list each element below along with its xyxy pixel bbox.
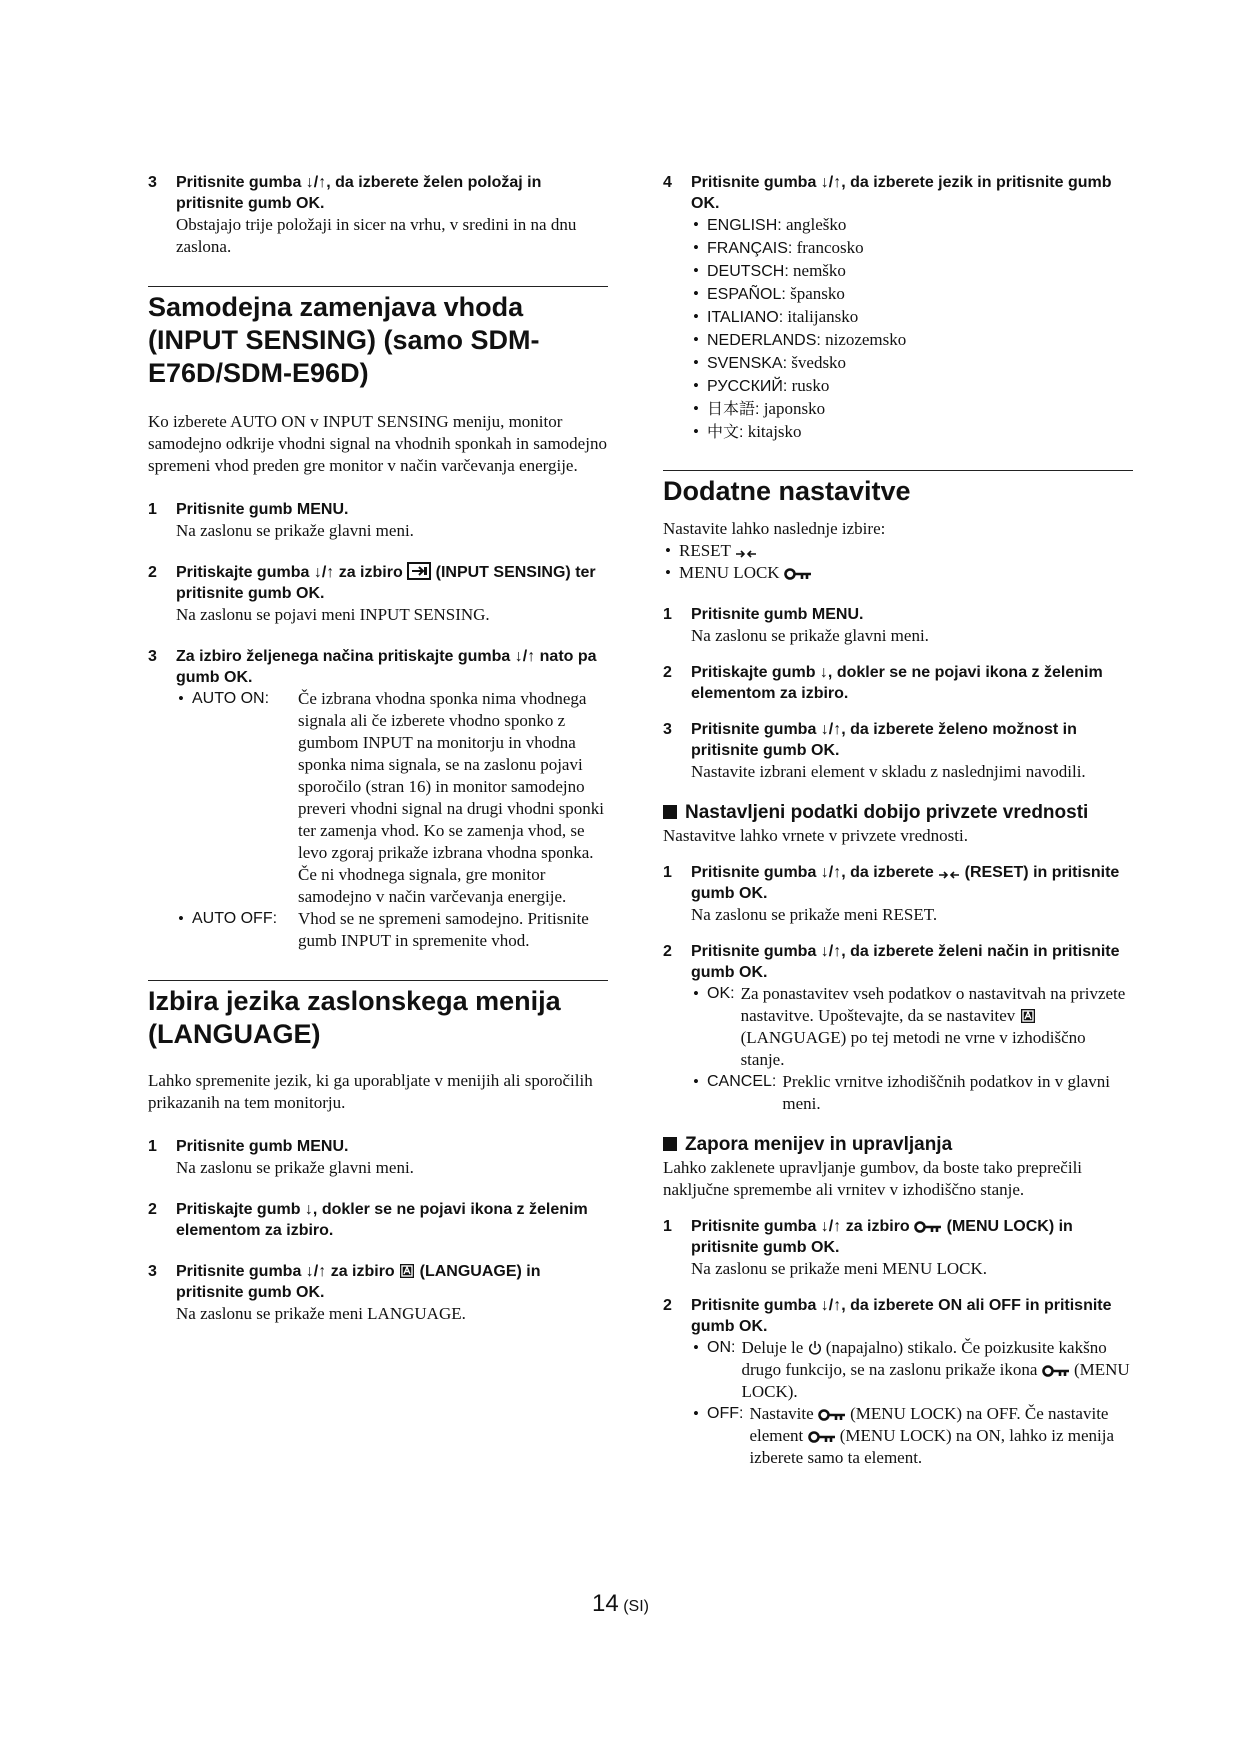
step-description: Na zaslonu se prikaže glavni meni. — [176, 521, 414, 540]
page-language-code: (SI) — [623, 1598, 649, 1615]
additional-step-2 — [663, 662, 1133, 704]
option-label: • OK: — [707, 985, 735, 1002]
language-item — [691, 398, 1133, 421]
list-item — [663, 540, 1133, 562]
step-number: 3 — [148, 648, 157, 665]
bullet-square-icon — [663, 1137, 677, 1151]
step-number: 1 — [663, 606, 672, 623]
step-number: 2 — [148, 1201, 157, 1218]
page-number-value: 14 — [592, 1590, 619, 1617]
language-item — [691, 306, 1133, 329]
option-text-part: (LANGUAGE) po tej metodi ne vrne v izhodiščno stanje. — [740, 1028, 1086, 1069]
key-icon — [914, 1220, 942, 1234]
reset-options-list — [691, 983, 1133, 1115]
language-item — [691, 375, 1133, 398]
step-instruction: Pritisnite gumb MENU. — [691, 606, 864, 623]
step-description: Nastavite izbrani element v skladu z naslednjimi navodili. — [691, 762, 1086, 781]
subsection-title-lock — [663, 1133, 1133, 1157]
bullet-square-icon — [663, 805, 677, 819]
step-instruction: Pritisnite gumba ↓/↑, da izberete jezik in pritisnite gumb OK. — [691, 174, 1112, 212]
step-description: Na zaslonu se prikaže glavni meni. — [691, 626, 929, 645]
language-name: nemško — [793, 261, 846, 280]
language-name: angleško — [785, 215, 847, 234]
option-text-part: (MENU LOCK) na ON, lahko iz menija izberete samo ta element. — [749, 1426, 1115, 1467]
step-number: 1 — [663, 1218, 672, 1235]
option-reset: RESET — [679, 541, 731, 560]
language-label: 日本語: — [707, 401, 760, 418]
step-instruction — [691, 862, 1133, 904]
step-instruction: Za izbiro željenega načina pritiskajte gumba ↓/↑ nato pa gumb OK. — [176, 648, 597, 686]
section-title-additional: Dodatne nastavitve — [663, 476, 911, 506]
language-name: švedsko — [791, 353, 847, 372]
lock-intro: Lahko zaklenete upravljanje gumbov, da boste tako preprečili naključne spremembe ali vrnitev v izhodiščno stanje. — [663, 1158, 1083, 1199]
step-3-position — [148, 172, 608, 258]
key-icon — [818, 1408, 846, 1422]
step-instruction: Pritisnite gumba ↓/↑, da izberete ON ali OFF in pritisnite gumb OK. — [691, 1297, 1112, 1335]
section-title-language: Izbira jezika zaslonskega menija (LANGUAGE) — [148, 986, 561, 1049]
step-number: 4 — [663, 174, 672, 191]
step-description: Na zaslonu se pojavi meni INPUT SENSING. — [176, 605, 490, 624]
list-item — [691, 1403, 1133, 1469]
option-text: Preklic vrnitve izhodiščnih podatkov in v glavni meni. — [782, 1072, 1111, 1113]
language-name: špansko — [790, 284, 845, 303]
right-column — [663, 172, 1133, 1469]
option-label: • CANCEL: — [707, 1073, 777, 1090]
step-instruction: Pritisnite gumb MENU. — [176, 501, 349, 518]
instruction-part: (MENU LOCK) in pritisnite gumb OK. — [691, 1218, 1073, 1256]
language-label: DEUTSCH: — [707, 263, 789, 280]
language-name: francosko — [796, 238, 864, 257]
instruction-part: (INPUT SENSING) ter pritisnite gumb OK. — [176, 564, 596, 602]
step-number: 1 — [148, 1138, 157, 1155]
option-menu-lock: MENU LOCK — [679, 563, 780, 582]
power-icon — [808, 1340, 822, 1356]
step-instruction: Pritisnite gumba ↓/↑, da izberete želeni način in pritisnite gumb OK. — [691, 943, 1120, 981]
option-label: • AUTO ON: — [192, 690, 270, 707]
step-number: 3 — [663, 721, 672, 738]
key-icon — [784, 567, 812, 581]
section-divider — [148, 980, 608, 981]
option-label: • OFF: — [707, 1405, 744, 1422]
subsection-title-text: Nastavljeni podatki dobijo privzete vrednosti — [685, 802, 1089, 823]
reset-step-1 — [663, 862, 1133, 926]
input-sensing-step-1 — [148, 499, 608, 542]
additional-step-3 — [663, 719, 1133, 783]
instruction-part: Pritisnite gumba ↓/↑ za izbiro — [176, 1263, 395, 1280]
option-text-part: (MENU LOCK). — [741, 1360, 1130, 1401]
instruction-part: (RESET) in pritisnite gumb OK. — [691, 864, 1120, 902]
page-number — [0, 1590, 1241, 1618]
lock-step-1 — [663, 1216, 1133, 1280]
language-intro: Lahko spremenite jezik, ki ga uporabljate v menijih ali sporočilih prikazanih na tem monitorju. — [148, 1071, 593, 1112]
key-icon — [808, 1430, 836, 1444]
input-sensing-icon — [407, 562, 431, 580]
option-text-part: (MENU LOCK) na OFF. Če nastavite element — [749, 1404, 1109, 1445]
language-label: ENGLISH: — [707, 217, 782, 234]
option-text: Vhod se ne spremeni samodejno. Pritisnite gumb INPUT in spremenite vhod. — [298, 909, 589, 950]
input-sensing-intro: Ko izberete AUTO ON v INPUT SENSING meniju, monitor samodejno odkrije vhodni signal na vhodnih sponkah in samodejno spremeni vhod preden gre monitor v način varčevanja energije. — [148, 412, 607, 475]
option-text — [749, 1403, 1133, 1469]
step-instruction: Pritiskajte gumb ↓, dokler se ne pojavi ikona z želenim elementom za izbiro. — [176, 1201, 588, 1239]
instruction-part: (LANGUAGE) in pritisnite gumb OK. — [176, 1263, 541, 1301]
section-divider — [663, 470, 1133, 471]
section-title-input-sensing: Samodejna zamenjava vhoda (INPUT SENSING) (samo SDM-E76D/SDM-E96D) — [148, 292, 540, 388]
reset-intro: Nastavitve lahko vrnete v privzete vrednosti. — [663, 826, 968, 845]
instruction-part: Pritisnite gumba ↓/↑, da izberete — [691, 864, 934, 881]
language-name: italijansko — [787, 307, 859, 326]
step-instruction: Pritisnite gumba ↓/↑, da izberete želen položaj in pritisnite gumb OK. — [176, 174, 542, 212]
additional-intro: Nastavite lahko naslednje izbire: — [663, 519, 886, 538]
language-label: 中文: — [707, 424, 744, 441]
language-label: РУССКИЙ: — [707, 378, 788, 395]
language-item — [691, 214, 1133, 237]
language-name: kitajsko — [747, 422, 802, 441]
reset-icon — [735, 549, 757, 559]
language-label: NEDERLANDS: — [707, 332, 821, 349]
language-label: ITALIANO: — [707, 309, 784, 326]
subsection-title-text: Zapora menijev in upravljanja — [685, 1134, 953, 1155]
language-item — [691, 421, 1133, 444]
step-number: 2 — [663, 943, 672, 960]
language-item — [691, 352, 1133, 375]
step-instruction: Pritiskajte gumb ↓, dokler se ne pojavi ikona z želenim elementom za izbiro. — [691, 664, 1103, 702]
lock-options-list — [691, 1337, 1133, 1469]
additional-step-1 — [663, 604, 1133, 647]
language-item — [691, 329, 1133, 352]
step-description: Na zaslonu se prikaže meni RESET. — [691, 905, 938, 924]
additional-options-list — [663, 540, 1133, 584]
language-label: FRANÇAIS: — [707, 240, 793, 257]
reset-icon — [938, 870, 960, 880]
list-item — [663, 562, 1133, 584]
key-icon — [1042, 1364, 1070, 1378]
option-text-part: (napajalno) stikalo. Če poizkusite kakšno drugo funkcijo, se na zaslonu prikaže ikona — [741, 1338, 1107, 1379]
input-sensing-step-2 — [148, 562, 608, 626]
option-text-part: Za ponastavitev vseh podatkov o nastavitvah na privzete nastavitve. Upoštevajte, da se nastavitev — [740, 984, 1126, 1025]
language-label: ESPAÑOL: — [707, 286, 786, 303]
language-item — [691, 283, 1133, 306]
step-number: 1 — [663, 864, 672, 881]
section-divider — [148, 286, 608, 287]
option-text — [741, 983, 1133, 1071]
language-item — [691, 237, 1133, 260]
step-instruction: Pritisnite gumb MENU. — [176, 1138, 349, 1155]
step-instruction — [176, 1261, 608, 1303]
list-item — [691, 983, 1133, 1071]
list-item — [691, 1071, 1133, 1115]
language-item — [691, 260, 1133, 283]
language-name: nizozemsko — [825, 330, 907, 349]
step-number: 2 — [148, 564, 157, 581]
input-sensing-step-3 — [148, 646, 608, 952]
language-step-1 — [148, 1136, 608, 1179]
option-label: • AUTO OFF: — [192, 910, 278, 927]
step-number: 1 — [148, 501, 157, 518]
step-number: 3 — [148, 174, 157, 191]
step-description: Na zaslonu se prikaže meni LANGUAGE. — [176, 1304, 466, 1323]
list-item — [176, 688, 608, 908]
list-item — [691, 1337, 1133, 1403]
language-step-3 — [148, 1261, 608, 1325]
step-number: 3 — [148, 1263, 157, 1280]
language-icon — [399, 1263, 415, 1279]
language-label: SVENSKA: — [707, 355, 788, 372]
subsection-title-reset — [663, 801, 1133, 825]
lock-step-2 — [663, 1295, 1133, 1469]
option-text — [741, 1337, 1133, 1403]
step-instruction — [691, 1216, 1133, 1258]
left-column — [148, 172, 608, 1325]
language-name: japonsko — [763, 399, 826, 418]
auto-options-list — [176, 688, 608, 952]
step-instruction: Pritisnite gumba ↓/↑, da izberete želeno možnost in pritisnite gumb OK. — [691, 721, 1077, 759]
step-number: 2 — [663, 1297, 672, 1314]
step-number: 2 — [663, 664, 672, 681]
instruction-part: Pritisnite gumba ↓/↑ za izbiro — [691, 1218, 910, 1235]
language-name: rusko — [791, 376, 830, 395]
language-step-4 — [663, 172, 1133, 444]
list-item — [176, 908, 608, 952]
instruction-part: Pritiskajte gumba ↓/↑ za izbiro — [176, 564, 403, 581]
option-label: • ON: — [707, 1339, 736, 1356]
step-description: Na zaslonu se prikaže glavni meni. — [176, 1158, 414, 1177]
option-text-part: Deluje le — [741, 1338, 804, 1357]
reset-step-2 — [663, 941, 1133, 1115]
option-text-part: Nastavite — [749, 1404, 814, 1423]
step-description: Obstajajo trije položaji in sicer na vrhu, v sredini in na dnu zaslona. — [176, 215, 577, 256]
option-text: Če izbrana vhodna sponka nima vhodnega signala ali če izberete vhodno sponko z gumbom INPUT na monitorju in vhodna sponka nima signala, se na zaslonu pojavi sporočilo (stran 16) in monitor samodejno preveri vhodni signal na drugi vhodni sponki ter zamenja vhod. Ko se zamenja vhod, se levo zgoraj prikaže izbrana vhodna sponka. Če ni vhodnega signala, gre monitor samodejno v način varčevanja energije. — [298, 689, 604, 906]
step-instruction — [176, 562, 608, 604]
language-step-2 — [148, 1199, 608, 1241]
language-icon — [1020, 1008, 1036, 1024]
language-list — [691, 214, 1133, 444]
step-description: Na zaslonu se prikaže meni MENU LOCK. — [691, 1259, 988, 1278]
